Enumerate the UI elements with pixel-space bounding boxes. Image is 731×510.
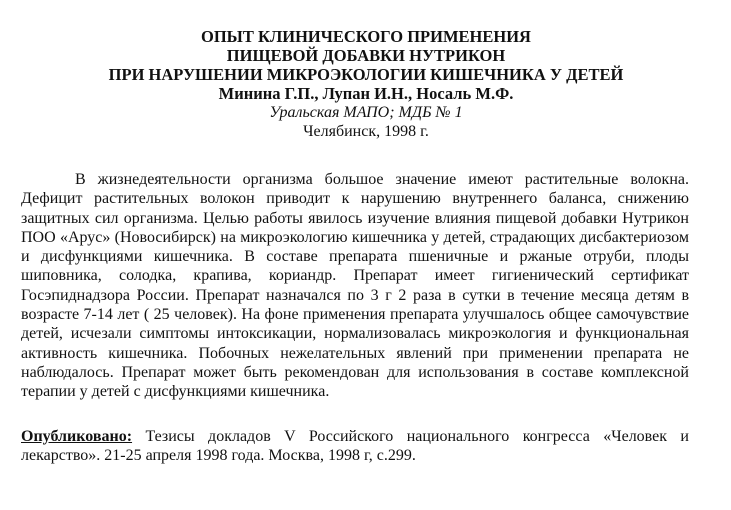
- publication-text: Тезисы докладов V Российского национального конгресса «Человек и лекарство». 21-25 апреля 1998 года. Москва, 1998 г, с.299.: [21, 427, 689, 464]
- city-year: Челябинск, 1998 г.: [303, 123, 429, 140]
- authors: Минина Г.П., Лупан И.Н., Носаль М.Ф.: [218, 84, 514, 103]
- affiliation: Уральская МАПО; МДБ № 1: [269, 104, 463, 121]
- title-line-3: ПРИ НАРУШЕНИИ МИКРОЭКОЛОГИИ КИШЕЧНИКА У ДЕТЕЙ: [108, 65, 624, 84]
- publication-note: [21, 427, 689, 466]
- abstract-paragraph: В жизнедеятельности организма большое значение имеют растительные волокна. Дефицит растительных волокон приводит к нарушению внутреннего баланса, снижению защитных сил организма. Целью работы явилось изучение влияния пищевой добавки Нутрикон ПОО «Арус» (Новосибирск) на микроэкологию кишечника у детей, страдающих дисбактериозом и дисфункциями кишечника. В составе препарата пшеничные и ржаные отруби, плоды шиповника, солодка, крапива, кориандр. Препарат имеет гигиенический сертификат Госэпиднадзора России. Препарат назначался по 3 г 2 раза в сутки в течение месяца детям в возрасте 7-14 лет ( 25 человек). На фоне применения препарата улучшалось общее самочувствие детей, исчезали симптомы интоксикации, нормализовалась микроэкология и функциональная активность кишечника. Побочных нежелательных явлений при применении препарата не наблюдалось. Препарат может быть рекомендован для использования в составе комплексной терапии у детей с дисфункциями кишечника.: [21, 171, 689, 401]
- title-line-1: ОПЫТ КЛИНИЧЕСКОГО ПРИМЕНЕНИЯ: [201, 27, 531, 46]
- publication-label: Опубликовано:: [21, 427, 133, 445]
- title-line-2: ПИЩЕВОЙ ДОБАВКИ НУТРИКОН: [226, 46, 506, 65]
- document-header: [43, 27, 689, 141]
- document: [21, 27, 689, 481]
